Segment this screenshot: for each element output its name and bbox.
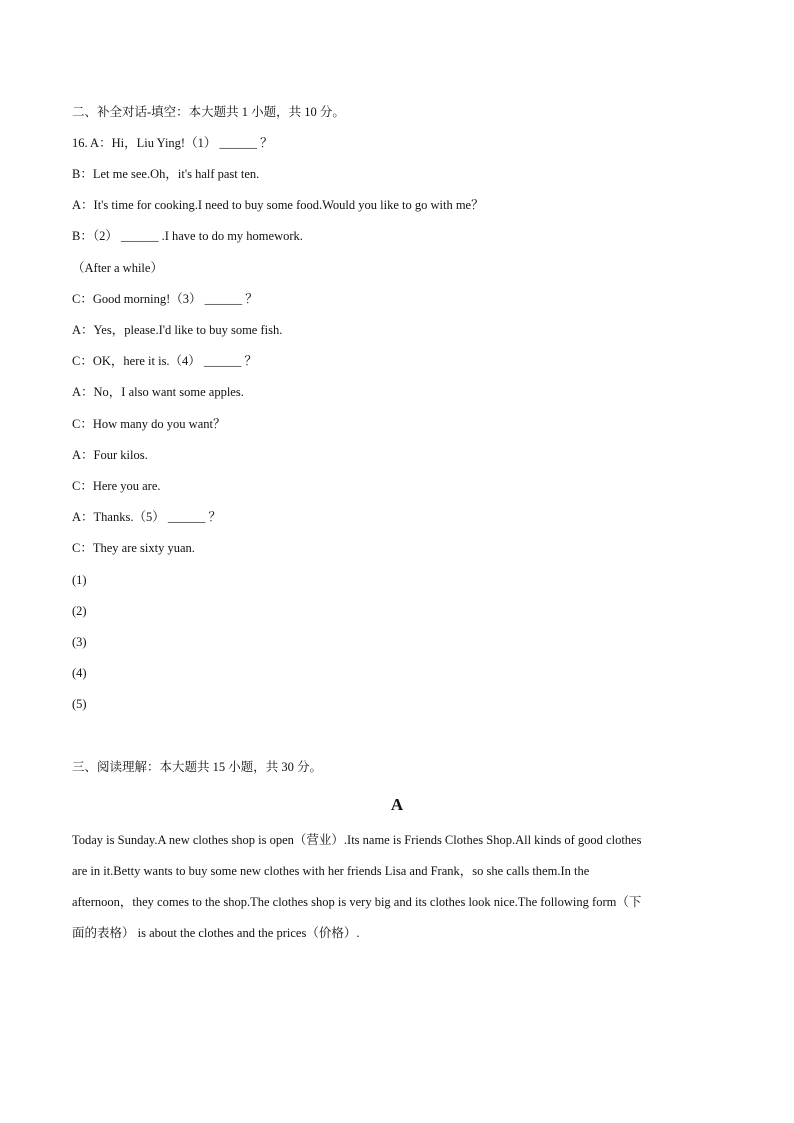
- section-2-heading: 二、补全对话-填空：本大题共 1 小题，共 10 分。: [72, 105, 345, 119]
- dialogue-line: C：They are sixty yuan.: [72, 541, 195, 555]
- passage-line: Today is Sunday.A new clothes shop is open（营业）.Its name is Friends Clothes Shop.All kinds of good clothes: [72, 833, 642, 847]
- passage-line: afternoon，they comes to the shop.The clothes shop is very big and its clothes look nice.The following form（下: [72, 895, 642, 909]
- dialogue-line: C：Here you are.: [72, 479, 161, 493]
- answer-line-3: (3): [72, 635, 87, 649]
- passage-line: 面的表格） is about the clothes and the prices（价格）.: [72, 926, 360, 940]
- dialogue-line: A：Yes，please.I'd like to buy some fish.: [72, 323, 283, 337]
- dialogue-line: （After a while）: [72, 261, 163, 275]
- dialogue-line: A：Thanks.（5） ______ ？: [72, 510, 221, 524]
- dialogue-line: A：Four kilos.: [72, 448, 148, 462]
- dialogue-line: C：How many do you want？: [72, 417, 226, 431]
- answer-line-4: (4): [72, 666, 87, 680]
- section-3-heading: 三、阅读理解：本大题共 15 小题，共 30 分。: [72, 760, 323, 774]
- answer-line-5: (5): [72, 697, 87, 711]
- dialogue-line: A：No，I also want some apples.: [72, 385, 244, 399]
- dialogue-line: C：Good morning!（3） ______ ？: [72, 292, 258, 306]
- passage-line: are in it.Betty wants to buy some new clothes with her friends Lisa and Frank，so she calls them.In the: [72, 864, 590, 878]
- dialogue-line: A：It's time for cooking.I need to buy some food.Would you like to go with me？: [72, 198, 484, 212]
- dialogue-line: 16. A：Hi，Liu Ying!（1） ______ ？: [72, 136, 273, 150]
- answer-line-2: (2): [72, 604, 87, 618]
- passage-title: A: [390, 795, 404, 814]
- dialogue-line: B：Let me see.Oh，it's half past ten.: [72, 167, 260, 181]
- dialogue-line: C：OK，here it is.（4） ______ ？: [72, 354, 258, 368]
- dialogue-line: B：（2） ______ .I have to do my homework.: [72, 229, 303, 243]
- answer-line-1: (1): [72, 573, 87, 587]
